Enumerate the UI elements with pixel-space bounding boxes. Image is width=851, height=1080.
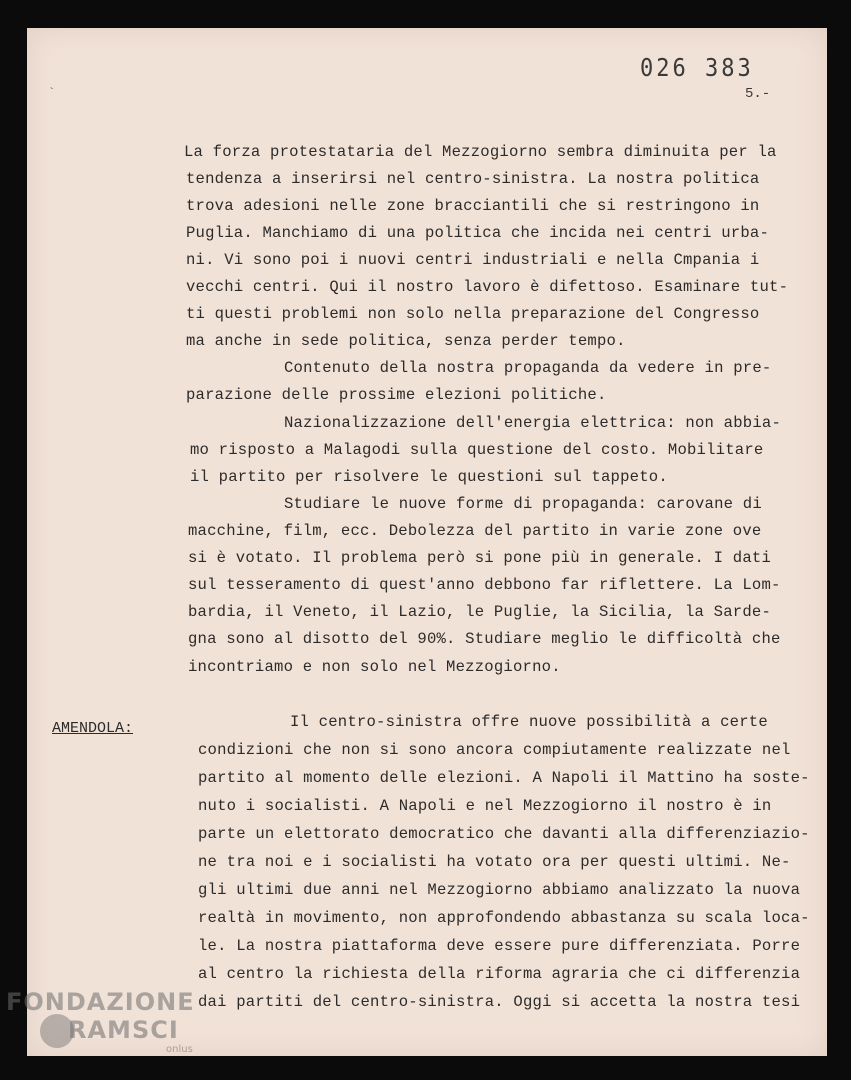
text-line: gna sono al disotto del 90%. Studiare meglio le difficoltà che: [188, 630, 781, 648]
text-line: trova adesioni nelle zone bracciantili che si restringono in: [186, 197, 760, 215]
speech-line: al centro la richiesta della riforma agraria che ci differenzia: [198, 965, 801, 983]
watermark-small: onlus: [166, 1044, 193, 1055]
text-line: Contenuto della nostra propaganda da vedere in pre-: [284, 359, 772, 377]
text-line: bardia, il Veneto, il Lazio, le Puglie, la Sicilia, la Sarde-: [188, 603, 772, 621]
speech-line: condizioni che non si sono ancora compiutamente realizzate nel: [198, 741, 791, 759]
text-line: mo risposto a Malagodi sulla questione del costo. Mobilitare: [190, 441, 764, 459]
fondazione-gramsci-watermark: [6, 988, 216, 1058]
text-line: Nazionalizzazione dell'energia elettrica: non abbia-: [284, 414, 782, 432]
speech-line: dai partiti del centro-sinistra. Oggi si accetta la nostra tesi: [198, 993, 801, 1011]
speech-line: le. La nostra piattaforma deve essere pure differenziata. Porre: [198, 937, 801, 955]
text-line: ni. Vi sono poi i nuovi centri industriali e nella Cmpania i: [186, 251, 760, 269]
speech-line: gli ultimi due anni nel Mezzogiorno abbiamo analizzato la nuova: [198, 881, 801, 899]
speech-line: ne tra noi e i socialisti ha votato ora per questi ultimi. Ne-: [198, 853, 791, 871]
text-line: si è votato. Il problema però si pone più in generale. I dati: [188, 549, 772, 567]
text-line: Puglia. Manchiamo di una politica che incida nei centri urba-: [186, 224, 770, 242]
watermark-line2: RAMSCI: [68, 1016, 179, 1044]
text-line: Studiare le nuove forme di propaganda: carovane di: [284, 495, 762, 513]
speaker-label: AMENDOLA:: [52, 720, 134, 737]
text-line: incontriamo e non solo nel Mezzogiorno.: [188, 658, 561, 676]
text-line: ma anche in sede politica, senza perder tempo.: [186, 332, 626, 350]
stray-mark: `: [48, 86, 56, 100]
text-line: macchine, film, ecc. Debolezza del partito in varie zone ove: [188, 522, 762, 540]
speech-line: realtà in movimento, non approfondendo abbastanza su scala loca-: [198, 909, 810, 927]
text-line: vecchi centri. Qui il nostro lavoro è difettoso. Esaminare tut-: [186, 278, 789, 296]
archive-document-number: 026 383: [640, 54, 754, 83]
text-line: parazione delle prossime elezioni politiche.: [186, 386, 607, 404]
text-line: ti questi problemi non solo nella preparazione del Congresso: [186, 305, 760, 323]
watermark-line1: FONDAZIONE: [6, 988, 195, 1016]
page-number: 5.-: [745, 86, 771, 102]
speech-line: Il centro-sinistra offre nuove possibilità a certe: [290, 713, 768, 731]
text-line: tendenza a inserirsi nel centro-sinistra. La nostra politica: [186, 170, 760, 188]
speech-line: nuto i socialisti. A Napoli e nel Mezzogiorno il nostro è in: [198, 797, 772, 815]
text-line: sul tesseramento di quest'anno debbono far riflettere. La Lom-: [188, 576, 781, 594]
speech-line: parte un elettorato democratico che davanti alla differenziazio-: [198, 825, 810, 843]
text-line: il partito per risolvere le questioni sul tappeto.: [190, 468, 668, 486]
text-line: La forza protestataria del Mezzogiorno sembra diminuita per la: [184, 143, 777, 161]
speech-line: partito al momento delle elezioni. A Napoli il Mattino ha soste-: [198, 769, 810, 787]
